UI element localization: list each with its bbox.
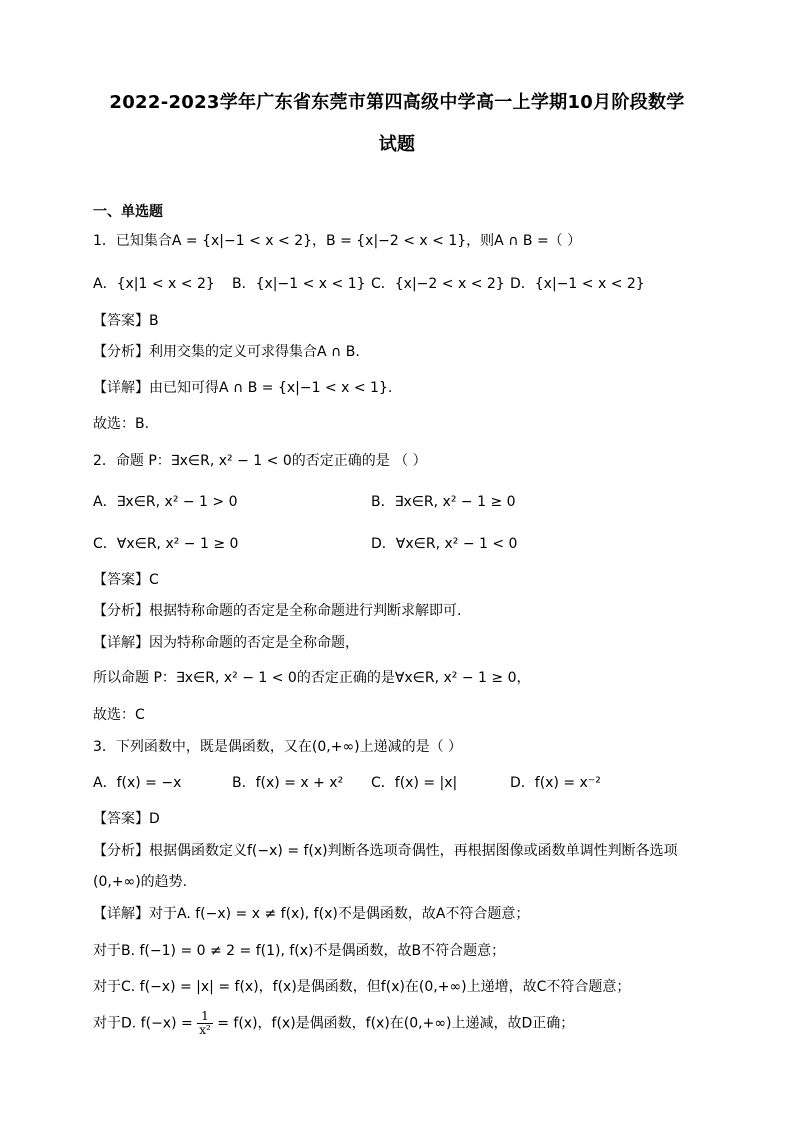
q3-analysis: 【分析】根据偶函数定义f(−x) = f(x)判断各选项奇偶性，再根据图像或函数单调性判断各选项 <box>93 843 678 859</box>
q3-option-a: A．f(x) = −x <box>93 775 182 791</box>
fraction <box>197 1010 213 1037</box>
document-title-line2: 试题 <box>378 134 416 155</box>
q3-analysis-continued: (0,+∞)的趋势. <box>93 874 188 890</box>
fraction-numerator: 1 <box>197 1010 213 1024</box>
q2-option-c: C．∀x∈R, x² − 1 ≥ 0 <box>93 536 239 552</box>
document-title-line1: 2022-2023学年广东省东莞市第四高级中学高一上学期10月阶段数学 <box>109 92 685 113</box>
q3-detail-d <box>93 1010 574 1037</box>
q2-option-a: A．∃x∈R, x² − 1 > 0 <box>93 494 238 510</box>
q3-option-c: C．f(x) = |x| <box>371 775 458 791</box>
q2-option-b: B．∃x∈R, x² − 1 ≥ 0 <box>371 494 516 510</box>
q1-stem: 1．已知集合A = {x|−1 < x < 2}，B = {x|−2 < x < 1}，则A ∩ B =（ ） <box>93 233 582 249</box>
fraction-denominator: x² <box>199 1023 211 1037</box>
q2-conclusion: 故选：C <box>93 707 145 723</box>
q1-conclusion: 故选：B. <box>93 416 150 432</box>
q1-answer: 【答案】B <box>93 313 159 329</box>
q3-detail-c: 对于C. f(−x) = |x| = f(x)，f(x)是偶函数，但f(x)在(0,+∞)上递增，故C不符合题意； <box>93 979 631 995</box>
q3-option-b: B．f(x) = x + x² <box>232 775 344 791</box>
q1-option-b: B．{x|−1 < x < 1} <box>232 276 366 292</box>
q1-option-c: C．{x|−2 < x < 2} <box>371 276 505 292</box>
q2-detail: 【详解】因为特称命题的否定是全称命题， <box>93 635 359 651</box>
q1-option-d: D．{x|−1 < x < 2} <box>510 276 645 292</box>
q3-option-d: D．f(x) = x⁻² <box>510 775 601 791</box>
q2-analysis: 【分析】根据特称命题的否定是全称命题进行判断求解即可. <box>93 603 462 619</box>
q1-option-a: A．{x|1 < x < 2} <box>93 276 215 292</box>
q3-detail-d-suffix: = f(x)，f(x)是偶函数，f(x)在(0,+∞)上递减，故D正确； <box>212 1015 575 1032</box>
q2-answer: 【答案】C <box>93 572 159 588</box>
q3-detail-a: 【详解】对于A. f(−x) = x ≠ f(x), f(x)不是偶函数，故A不符合题意； <box>93 906 530 922</box>
q3-detail-b: 对于B. f(−1) = 0 ≠ 2 = f(1), f(x)不是偶函数，故B不符合题意； <box>93 943 506 959</box>
section-heading: 一、单选题 <box>93 204 163 220</box>
q1-detail: 【详解】由已知可得A ∩ B = {x|−1 < x < 1}. <box>93 380 393 396</box>
q3-stem: 3．下列函数中，既是偶函数，又在(0,+∞)上递减的是（ ） <box>93 739 463 755</box>
q2-stem: 2．命题 P：∃x∈R, x² − 1 < 0的否定正确的是 （ ） <box>93 453 427 469</box>
q3-answer: 【答案】D <box>93 811 160 827</box>
q1-analysis: 【分析】利用交集的定义可求得集合A ∩ B. <box>93 344 360 360</box>
q2-option-d: D．∀x∈R, x² − 1 < 0 <box>371 536 518 552</box>
q3-detail-d-prefix: 对于D. f(−x) = <box>93 1015 198 1032</box>
q2-detail-continued: 所以命题 P：∃x∈R, x² − 1 < 0的否定正确的是∀x∈R, x² − 1 ≥ 0， <box>93 670 531 686</box>
